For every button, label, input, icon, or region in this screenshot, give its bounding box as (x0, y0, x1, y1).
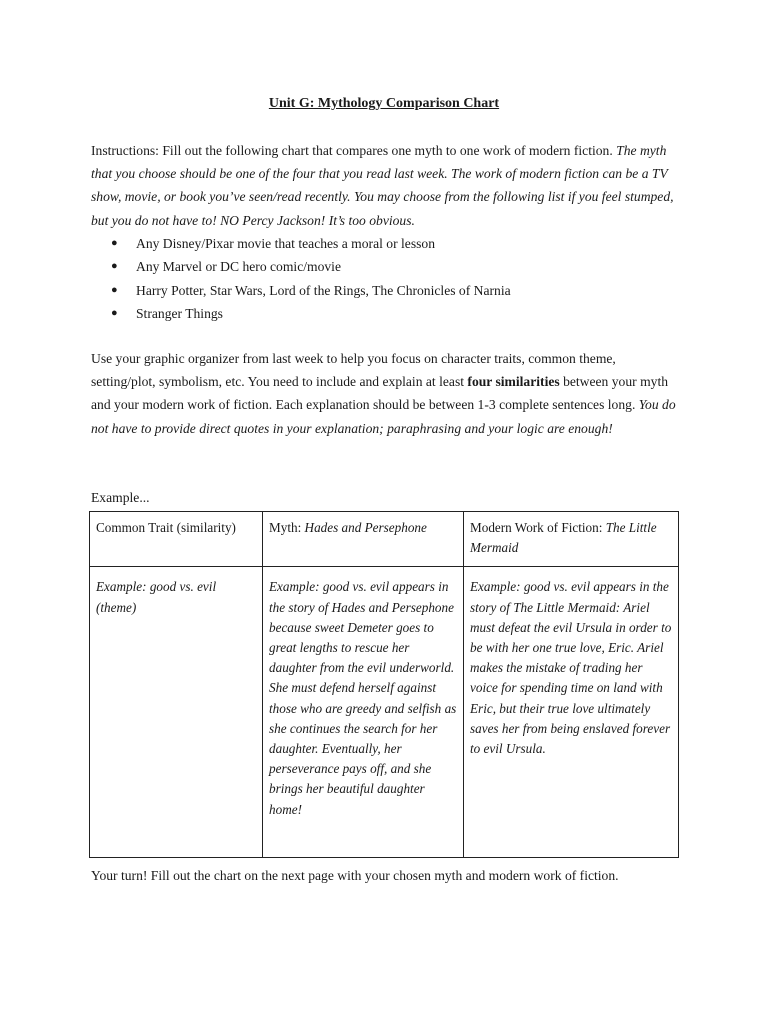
paragraph-text-2: between your myth and your modern work of fiction. Each explanation should be between 1-3 complete sentences long. (91, 374, 669, 413)
list-item: ● Any Disney/Pixar movie that teaches a moral or lesson (91, 232, 511, 255)
suggestion-list (91, 232, 511, 326)
header-text: Modern Work of Fiction: (470, 520, 606, 535)
comparison-table (89, 511, 679, 858)
header-text: Myth: (269, 520, 305, 535)
header-common-trait (90, 512, 263, 567)
paragraph-italic: You do not have to provide direct quotes in your explanation; paraphrasing and your logic are enough! (91, 397, 676, 436)
list-item: ● Stranger Things (91, 302, 511, 325)
header-modern-work (464, 512, 679, 567)
table-row (90, 567, 679, 858)
example-label: Example... (91, 490, 150, 505)
paragraph-text: Use your graphic organizer from last week to help you focus on character traits, common theme, setting/plot, symbolism, etc. You need to include and explain at least (91, 351, 616, 390)
list-item: ● Harry Potter, Star Wars, Lord of the Rings, The Chronicles of Narnia (91, 279, 511, 302)
instructions (91, 139, 681, 232)
header-modern-title: The Little Mermaid (470, 520, 657, 556)
header-myth-title: Hades and Persephone (304, 520, 427, 535)
example-modern-cell: Example: good vs. evil appears in the story of The Little Mermaid: Ariel must defeat the evil Ursula in order to be with her one true love, Eric. Ariel makes the mistake of trading her voice for spending time on land with Eric, but their true love ultimately saves her from being enslaved forever to evil Ursula. (464, 567, 679, 858)
header-myth (263, 512, 464, 567)
header-text: Common Trait (similarity) (96, 520, 236, 535)
example-myth-cell: Example: good vs. evil appears in the story of Hades and Persephone because sweet Demeter goes to great lengths to rescue her daughter from the evil underworld. She must defend herself against those who are greedy and selfish as she continues the search for her daughter. Eventually, her perseverance pays off, and she brings her beautiful daughter home! (263, 567, 464, 858)
list-item: ● Any Marvel or DC hero comic/movie (91, 255, 511, 278)
footer-note: Your turn! Fill out the chart on the next page with your chosen myth and modern work of fiction. (91, 868, 619, 883)
instructions-lead: Instructions: Fill out the following chart that compares one myth to one work of modern fiction. (91, 143, 613, 158)
paragraph-bold: four similarities (467, 374, 560, 390)
page-title: Unit G: Mythology Comparison Chart (268, 96, 500, 111)
table-header-row (90, 512, 679, 567)
task-paragraph (91, 347, 681, 440)
instructions-italic: The myth that you choose should be one of the four that you read last week. The work of modern fiction can be a TV show, movie, or book you’ve seen/read recently. You may choose from the following list if you feel stumped, but you do not have to! NO Percy Jackson! It’s too obvious. (91, 143, 674, 228)
example-trait-cell: Example: good vs. evil (theme) (90, 567, 263, 858)
